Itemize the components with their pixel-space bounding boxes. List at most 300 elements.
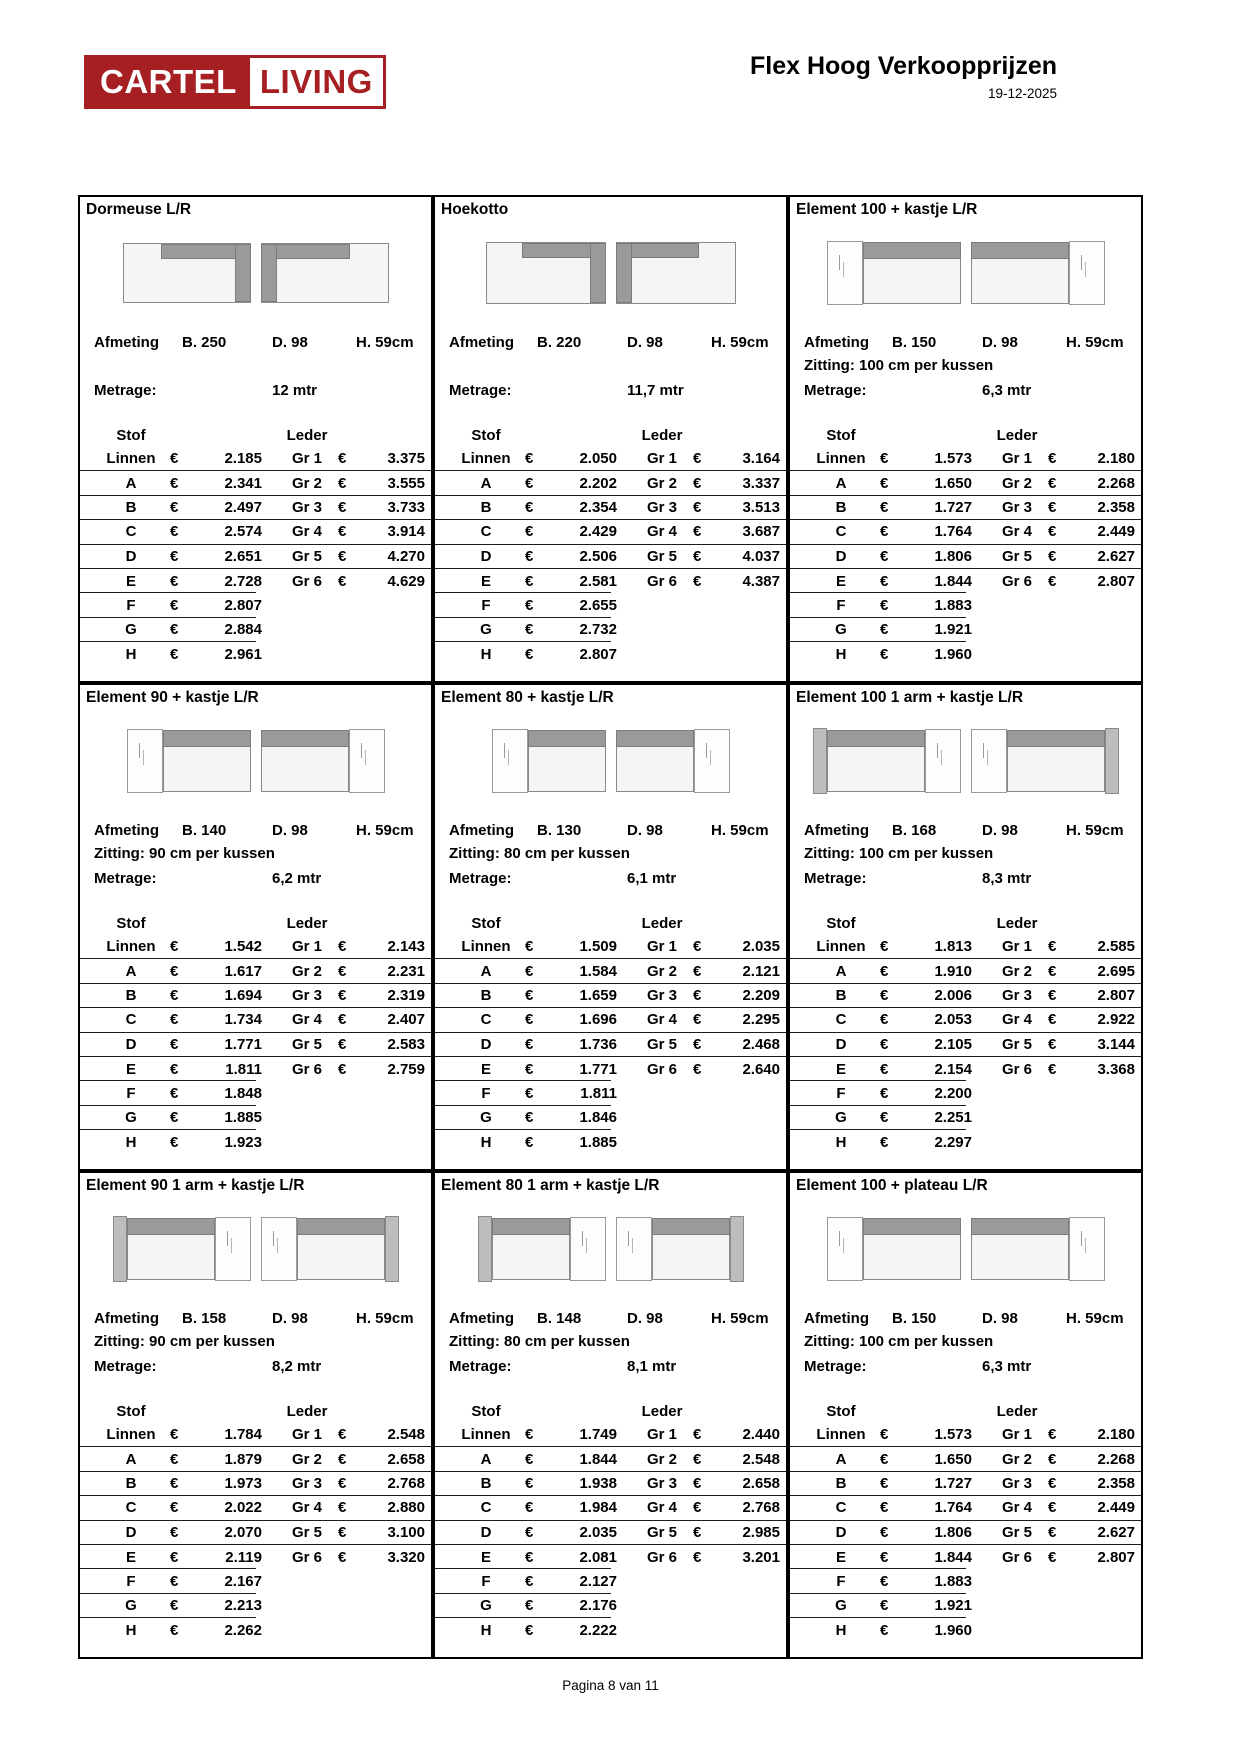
price-row	[435, 642, 786, 666]
leder-label: Gr 2	[646, 1450, 677, 1468]
stof-label: D	[480, 1035, 492, 1053]
euro-sign: €	[880, 597, 889, 615]
stof-price: 2.213	[224, 1597, 262, 1615]
stof-price: 1.734	[224, 1011, 262, 1029]
leder-price: 2.449	[1097, 1499, 1135, 1517]
metrage-line	[790, 866, 1141, 890]
leder-label: Gr 2	[646, 474, 677, 492]
euro-sign: €	[1048, 1426, 1057, 1444]
price-row	[790, 1594, 1141, 1618]
stof-price: 1.921	[934, 1597, 972, 1615]
euro-sign: €	[693, 1474, 702, 1492]
price-row	[80, 593, 431, 617]
metrage-value: 11,7 mtr	[627, 381, 684, 399]
stof-price: 1.542	[224, 938, 262, 956]
price-row	[80, 471, 431, 495]
stof-price: 2.341	[224, 474, 262, 492]
price-row	[435, 959, 786, 983]
stof-label: G	[835, 1109, 847, 1127]
afmeting-label: Afmeting	[804, 1309, 869, 1327]
stof-price: 1.910	[934, 962, 972, 980]
euro-sign: €	[880, 938, 889, 956]
element-icon	[127, 1218, 215, 1280]
leder-header: Leder	[641, 1402, 683, 1420]
afmeting-label: Afmeting	[804, 821, 869, 839]
stof-label: C	[835, 1011, 847, 1029]
euro-sign: €	[525, 450, 534, 468]
euro-sign: €	[170, 474, 179, 492]
leder-label: Gr 1	[291, 450, 322, 468]
stof-label: Linnen	[461, 938, 511, 956]
width-value: B. 150	[892, 333, 937, 351]
plateau-icon	[827, 1217, 863, 1281]
product-diagram	[790, 712, 1141, 810]
width-value: B. 148	[537, 1309, 582, 1327]
stof-label: H	[125, 1621, 137, 1639]
element-icon	[492, 1218, 570, 1280]
price-row	[790, 1545, 1141, 1569]
stof-price: 2.167	[224, 1573, 262, 1591]
stof-label: A	[835, 474, 847, 492]
depth-value: D. 98	[982, 1309, 1018, 1327]
leder-label: Gr 5	[291, 1035, 322, 1053]
euro-sign: €	[1048, 474, 1057, 492]
euro-sign: €	[170, 1548, 179, 1566]
leder-label: Gr 1	[291, 938, 322, 956]
stof-label: D	[480, 547, 492, 565]
euro-sign: €	[525, 1548, 534, 1566]
stof-price: 2.506	[579, 547, 617, 565]
leder-label: Gr 1	[646, 1426, 677, 1444]
price-table-header	[80, 911, 431, 935]
afmeting-label: Afmeting	[804, 333, 869, 351]
euro-sign: €	[693, 1450, 702, 1468]
stof-price: 1.749	[579, 1426, 617, 1444]
leder-label: Gr 5	[1001, 1523, 1032, 1541]
stof-price: 1.584	[579, 962, 617, 980]
stof-label: B	[125, 498, 137, 516]
leder-price: 4.387	[742, 572, 780, 590]
metrage-label: Metrage:	[449, 381, 512, 399]
stof-price: 1.846	[579, 1109, 617, 1127]
euro-sign: €	[693, 498, 702, 516]
stof-price: 2.429	[579, 523, 617, 541]
leder-label: Gr 4	[646, 1011, 677, 1029]
stof-price: 2.081	[579, 1548, 617, 1566]
euro-sign: €	[693, 1499, 702, 1517]
leder-label: Gr 1	[646, 938, 677, 956]
euro-sign: €	[525, 1133, 534, 1151]
price-row	[80, 618, 431, 642]
euro-sign: €	[693, 1548, 702, 1566]
stof-label: D	[125, 547, 137, 565]
stof-price: 2.651	[224, 547, 262, 565]
element-icon	[652, 1218, 730, 1280]
stof-label: C	[480, 1499, 492, 1517]
euro-sign: €	[880, 621, 889, 639]
product-panel	[78, 1171, 433, 1659]
metrage-line	[80, 1354, 431, 1378]
leder-label: Gr 2	[646, 962, 677, 980]
price-row	[790, 642, 1141, 666]
euro-sign: €	[880, 1133, 889, 1151]
leder-price: 3.513	[742, 498, 780, 516]
arm-icon	[478, 1216, 492, 1282]
panel-title: Element 90 + kastje L/R	[86, 689, 259, 706]
kastje-icon	[570, 1217, 606, 1281]
product-panel	[433, 195, 788, 683]
euro-sign: €	[170, 621, 179, 639]
euro-sign: €	[693, 547, 702, 565]
metrage-line	[790, 1354, 1141, 1378]
stof-price: 1.573	[934, 450, 972, 468]
euro-sign: €	[1048, 1523, 1057, 1541]
euro-sign: €	[1048, 523, 1057, 541]
euro-sign: €	[880, 523, 889, 541]
price-row	[435, 1618, 786, 1642]
price-row	[435, 1008, 786, 1032]
leder-label: Gr 3	[291, 986, 322, 1004]
stof-label: H	[125, 1133, 137, 1151]
euro-sign: €	[880, 1426, 889, 1444]
leder-price: 2.880	[387, 1499, 425, 1517]
euro-sign: €	[525, 621, 534, 639]
corner-sofa-right-icon	[486, 242, 606, 304]
euro-sign: €	[170, 1597, 179, 1615]
price-row	[80, 984, 431, 1008]
leder-price: 2.231	[387, 962, 425, 980]
width-value: B. 250	[182, 333, 227, 351]
stof-price: 2.202	[579, 474, 617, 492]
leder-price: 2.585	[1097, 938, 1135, 956]
price-row	[80, 1130, 431, 1154]
stof-price: 1.764	[934, 1499, 972, 1517]
metrage-label: Metrage:	[94, 381, 157, 399]
price-table	[435, 911, 786, 1155]
price-row	[80, 1545, 431, 1569]
product-diagram	[80, 224, 431, 322]
stof-label: F	[836, 1573, 846, 1591]
afmeting-label: Afmeting	[449, 333, 514, 351]
leder-label: Gr 5	[291, 547, 322, 565]
price-row	[435, 1472, 786, 1496]
element-icon	[827, 730, 925, 792]
price-table-header	[435, 911, 786, 935]
stof-price: 1.921	[934, 621, 972, 639]
product-diagram	[80, 1200, 431, 1298]
stof-price: 2.251	[934, 1109, 972, 1127]
element-icon	[616, 730, 694, 792]
leder-header: Leder	[286, 1402, 328, 1420]
leder-price: 2.695	[1097, 962, 1135, 980]
price-row	[435, 618, 786, 642]
stof-price: 2.053	[934, 1011, 972, 1029]
stof-label: Linnen	[816, 938, 866, 956]
leder-price: 2.548	[387, 1426, 425, 1444]
leder-price: 2.358	[1097, 1474, 1135, 1492]
leder-label: Gr 4	[1001, 1499, 1032, 1517]
stof-price: 2.119	[225, 1548, 262, 1566]
stof-header: Stof	[826, 426, 856, 444]
stof-label: F	[481, 1085, 491, 1103]
metrage-line	[80, 866, 431, 890]
euro-sign: €	[338, 1035, 347, 1053]
leder-label: Gr 3	[1001, 498, 1032, 516]
kastje-icon	[261, 1217, 297, 1281]
euro-sign: €	[693, 938, 702, 956]
euro-sign: €	[525, 1573, 534, 1591]
stof-price: 1.784	[224, 1426, 262, 1444]
metrage-label: Metrage:	[449, 869, 512, 887]
stof-price: 1.844	[934, 1548, 972, 1566]
stof-label: A	[125, 1450, 137, 1468]
stof-header: Stof	[471, 1402, 501, 1420]
stof-label: B	[125, 1474, 137, 1492]
leder-price: 2.035	[742, 938, 780, 956]
leder-price: 2.121	[742, 962, 780, 980]
price-row	[80, 496, 431, 520]
euro-sign: €	[338, 1060, 347, 1078]
euro-sign: €	[170, 1499, 179, 1517]
euro-sign: €	[170, 1060, 179, 1078]
euro-sign: €	[338, 1011, 347, 1029]
euro-sign: €	[525, 962, 534, 980]
metrage-label: Metrage:	[94, 869, 157, 887]
leder-price: 3.368	[1097, 1060, 1135, 1078]
price-row	[435, 593, 786, 617]
stof-label: F	[126, 1573, 136, 1591]
leder-header: Leder	[641, 914, 683, 932]
euro-sign: €	[338, 1548, 347, 1566]
price-row	[435, 984, 786, 1008]
page-number: Pagina 8 van 11	[562, 1678, 659, 1693]
price-row	[435, 496, 786, 520]
price-row	[435, 471, 786, 495]
stof-price: 1.938	[579, 1474, 617, 1492]
price-row	[435, 447, 786, 471]
leder-label: Gr 3	[291, 498, 322, 516]
metrage-line	[435, 378, 786, 402]
leder-price: 2.180	[1097, 450, 1135, 468]
metrage-label: Metrage:	[804, 381, 867, 399]
stof-label: D	[835, 1523, 847, 1541]
afmeting-line	[435, 1306, 786, 1330]
diagram-figure	[971, 728, 1119, 794]
depth-value: D. 98	[627, 1309, 663, 1327]
stof-price: 2.884	[224, 621, 262, 639]
euro-sign: €	[170, 1523, 179, 1541]
price-table	[80, 1399, 431, 1643]
leder-label: Gr 5	[1001, 1035, 1032, 1053]
euro-sign: €	[1048, 450, 1057, 468]
euro-sign: €	[525, 1474, 534, 1492]
stof-label: B	[835, 498, 847, 516]
euro-sign: €	[338, 498, 347, 516]
stof-price: 2.807	[579, 645, 617, 663]
euro-sign: €	[525, 1621, 534, 1639]
diagram-figure	[123, 243, 251, 303]
price-table	[790, 423, 1141, 667]
metrage-line	[435, 1354, 786, 1378]
panel-title: Element 100 1 arm + kastje L/R	[796, 689, 1024, 706]
afmeting-line	[435, 330, 786, 354]
stof-label: H	[480, 1133, 492, 1151]
leder-price: 3.914	[387, 523, 425, 541]
euro-sign: €	[525, 523, 534, 541]
price-row	[790, 1521, 1141, 1545]
leder-label: Gr 4	[291, 1499, 322, 1517]
euro-sign: €	[1048, 1011, 1057, 1029]
leder-price: 3.733	[387, 498, 425, 516]
leder-label: Gr 1	[1001, 450, 1032, 468]
euro-sign: €	[880, 498, 889, 516]
kastje-icon	[971, 729, 1007, 793]
price-table	[80, 423, 431, 667]
leder-price: 2.440	[742, 1426, 780, 1444]
euro-sign: €	[880, 1499, 889, 1517]
euro-sign: €	[338, 572, 347, 590]
stof-header: Stof	[826, 914, 856, 932]
stof-price: 1.960	[934, 1621, 972, 1639]
euro-sign: €	[170, 645, 179, 663]
stof-header: Stof	[826, 1402, 856, 1420]
stof-price: 2.070	[224, 1523, 262, 1541]
euro-sign: €	[880, 1011, 889, 1029]
price-table-header	[790, 1399, 1141, 1423]
price-row	[435, 1106, 786, 1130]
euro-sign: €	[170, 1450, 179, 1468]
euro-sign: €	[880, 1597, 889, 1615]
euro-sign: €	[880, 1035, 889, 1053]
kastje-icon	[492, 729, 528, 793]
price-table	[80, 911, 431, 1155]
price-row	[80, 1447, 431, 1471]
leder-label: Gr 4	[646, 523, 677, 541]
stof-price: 1.764	[934, 523, 972, 541]
euro-sign: €	[693, 474, 702, 492]
stof-price: 1.806	[934, 1523, 972, 1541]
euro-sign: €	[170, 1621, 179, 1639]
price-row	[790, 1569, 1141, 1593]
price-row	[435, 1545, 786, 1569]
arm-icon	[385, 1216, 399, 1282]
depth-value: D. 98	[982, 821, 1018, 839]
depth-value: D. 98	[272, 333, 308, 351]
leder-header: Leder	[996, 426, 1038, 444]
diagram-figure	[113, 1216, 251, 1282]
stof-price: 2.176	[579, 1597, 617, 1615]
euro-sign: €	[170, 986, 179, 1004]
euro-sign: €	[525, 645, 534, 663]
kastje-icon	[127, 729, 163, 793]
panel-title: Element 80 1 arm + kastje L/R	[441, 1177, 660, 1194]
afmeting-label: Afmeting	[94, 821, 159, 839]
width-value: B. 140	[182, 821, 227, 839]
euro-sign: €	[693, 1060, 702, 1078]
euro-sign: €	[1048, 962, 1057, 980]
stof-label: D	[125, 1035, 137, 1053]
leder-header: Leder	[996, 914, 1038, 932]
stof-label: C	[125, 1499, 137, 1517]
euro-sign: €	[693, 986, 702, 1004]
euro-sign: €	[1048, 1450, 1057, 1468]
product-diagram	[435, 1200, 786, 1298]
euro-sign: €	[338, 1499, 347, 1517]
stof-label: D	[835, 547, 847, 565]
metrage-label: Metrage:	[804, 1357, 867, 1375]
euro-sign: €	[693, 1011, 702, 1029]
leder-label: Gr 5	[291, 1523, 322, 1541]
afmeting-label: Afmeting	[94, 1309, 159, 1327]
price-table-header	[435, 1399, 786, 1423]
euro-sign: €	[170, 1085, 179, 1103]
euro-sign: €	[880, 1573, 889, 1591]
leder-price: 2.658	[742, 1474, 780, 1492]
price-row	[790, 447, 1141, 471]
euro-sign: €	[338, 1523, 347, 1541]
euro-sign: €	[170, 547, 179, 565]
euro-sign: €	[170, 572, 179, 590]
stof-label: H	[835, 645, 847, 663]
kastje-icon	[215, 1217, 251, 1281]
width-value: B. 130	[537, 821, 582, 839]
stof-price: 1.509	[579, 938, 617, 956]
euro-sign: €	[1048, 938, 1057, 956]
height-value: H. 59cm	[356, 1309, 414, 1327]
euro-sign: €	[1048, 1035, 1057, 1053]
price-row	[435, 1569, 786, 1593]
element-icon	[863, 242, 961, 304]
price-row	[790, 471, 1141, 495]
euro-sign: €	[1048, 1548, 1057, 1566]
leder-price: 2.295	[742, 1011, 780, 1029]
stof-price: 1.848	[224, 1085, 262, 1103]
kastje-icon	[925, 729, 961, 793]
stof-price: 2.035	[579, 1523, 617, 1541]
euro-sign: €	[525, 474, 534, 492]
stof-price: 2.574	[224, 523, 262, 541]
width-value: B. 220	[537, 333, 582, 351]
stof-price: 1.811	[580, 1085, 617, 1103]
leder-label: Gr 6	[1001, 572, 1032, 590]
stof-label: C	[125, 523, 137, 541]
euro-sign: €	[880, 572, 889, 590]
panel-title: Element 100 + plateau L/R	[796, 1177, 988, 1194]
price-row	[790, 520, 1141, 544]
product-diagram	[435, 224, 786, 322]
product-diagram	[790, 1200, 1141, 1298]
stof-price: 2.581	[579, 572, 617, 590]
euro-sign: €	[693, 523, 702, 541]
panel-title: Element 90 1 arm + kastje L/R	[86, 1177, 305, 1194]
price-row	[435, 1033, 786, 1057]
leder-price: 2.985	[742, 1523, 780, 1541]
stof-label: F	[836, 1085, 846, 1103]
stof-price: 1.844	[934, 572, 972, 590]
element-icon	[863, 1218, 961, 1280]
leder-price: 3.687	[742, 523, 780, 541]
diagram-figure	[616, 1216, 744, 1282]
price-row	[790, 1496, 1141, 1520]
price-row	[80, 959, 431, 983]
stof-price: 2.154	[934, 1060, 972, 1078]
diagram-figure	[616, 242, 736, 304]
leder-price: 4.270	[387, 547, 425, 565]
afmeting-line	[435, 818, 786, 842]
euro-sign: €	[525, 1426, 534, 1444]
diagram-figure	[971, 1217, 1105, 1281]
product-panel	[433, 1171, 788, 1659]
